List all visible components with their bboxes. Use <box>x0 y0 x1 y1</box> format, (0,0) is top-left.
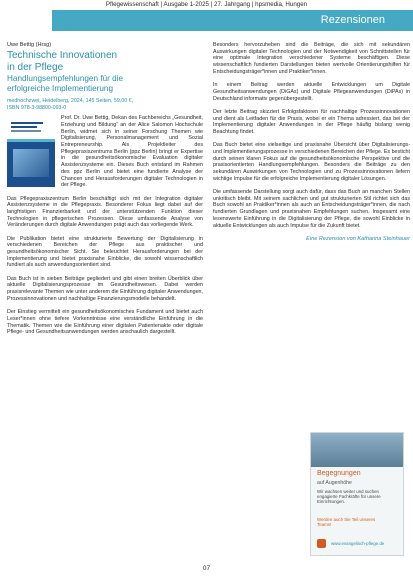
book-subtitle-line: erfolgreiche Implementierung <box>7 84 114 93</box>
reviewer-credit: Eine Rezension von Katharina Steinhauer <box>306 235 410 242</box>
cover-subtitle-mark <box>11 130 41 132</box>
publication-info <box>7 98 203 111</box>
review-paragraph: Das Buch ist in sieben Beiträge gegliedert und gibt einen breiten Überblick über aktuelle Digitalisierungsprozesse im Gesundheitswesen. Dabei werden praxisrelevante Themen wie unter anderem die Einführung digitaler Anwendungen, Prozessinnovationen und nachhaltige Finanzierungsmodelle behandelt. <box>7 275 203 302</box>
page-number: 07 <box>202 565 211 572</box>
review-paragraph: Der letzte Beitrag skizziert Erfolgsfaktoren für nachhaltige Prozessinnovationen und dient als Leitfaden für die Praxis, wobei er ein Thema adressiert, das bei der Implementierung digitaler Anwendungen in der Pflege häufig bislang wenig Beachtung findet. <box>213 108 410 135</box>
ad-title: Begegnungen <box>317 470 361 477</box>
review-paragraph: Das Pflegepraxiszentrum Berlin beschäftigt sich mit der Integration digitaler Assistenzsysteme in die Pflegepraxis. Besonderer Fokus liegt dabei auf der langfristigen Finanzierbarkeit und der unterstützenden Funktion dieser Technologien in pflegerischen Prozessen. Diese umfassende Analyse von Veränderungen durch digitale Anwendungen prägt auch das vorliegende Werk. <box>7 195 203 229</box>
right-column <box>213 42 410 242</box>
book-subtitle <box>7 74 203 94</box>
review-paragraph: Das Buch bietet eine vielseitige und praxisnahe Übersicht über Digitalisierungs- und Implementierungsprozesse in verschiedenen Bereichen der Pflege. Es besticht durch seinen klaren Fokus auf die gesundheitsökonomische Perspektive und die praxisorientierten Handlungsempfehlungen. Besonders die Beiträge zu den sekundären Auswirkungen von Technologien und zu Prozessinnovationen liefern wichtige Impulse für die erfolgreiche Implementierung digitaler Lösungen. <box>213 142 410 182</box>
job-advertisement[interactable] <box>310 432 404 556</box>
ad-call-to-action: Werden auch Sie Teil unseres Teams! <box>317 517 376 528</box>
review-paragraph: Besonders hervorzuheben sind die Beiträge, die sich mit sekundären Auswirkungen digitaler Technologien und der Notwendigkeit von Schnittstellen für eine optimale Integration verschiedener Systeme beschäftigen. Diese wissenschaftlich fundierten Darstellungen bieten wertvolle Orientierungshilfen für Entscheidungsträger*innen und Praktiker*innen. <box>213 42 410 75</box>
ad-subtitle: auf Augenhöhe <box>317 480 352 486</box>
ad-text: Wir wachsen weiter und suchen engagierte Fachkräfte für unsere Einrichtungen. <box>317 489 381 505</box>
isbn-line: ISBN 978-3-98800-093-0 <box>7 104 67 111</box>
ad-website-link[interactable]: www.evangelisch-pflege.de <box>331 541 385 546</box>
journal-header: Pflegewissenschaft | Ausgabe 1-2025 | 27. Jahrgang | hpsmedia, Hungen <box>105 1 308 8</box>
book-subtitle-line: Handlungsempfehlungen für die <box>7 74 124 83</box>
review-author: Uwe Bettig (Hrsg) <box>7 42 52 48</box>
section-rubric: Rezensionen <box>52 10 413 31</box>
cover-photo <box>13 149 49 177</box>
book-title <box>7 50 203 73</box>
review-paragraph: Die umfassende Darstellung sorgt auch dafür, dass das Buch an manchen Stellen unkritisch bleibt. Mit seinem sachlichen und gut strukturierten Stil richtet sich das Buch sowohl an Praktiker*innen als auch an Entscheidungsträger*innen, die nach fundierten Grundlagen und praxisnahen Empfehlungen suchen. Insgesamt eine lesenswerte Einführung in die Digitalisierung der Pflege, die sowohl Einblicke in aktuelle Entwicklungen als auch Impulse für die Zukunft bietet. <box>213 189 410 229</box>
review-paragraph: In einem Beitrag werden aktuelle Entwicklungen um Digitale Gesundheitsanwendungen (DiGAs) und Digitale Pflegeanwendungen (DiPAs) in Deutschland informativ gegenübergestellt. <box>213 82 410 102</box>
ad-photo <box>311 433 403 467</box>
review-paragraph: Prof. Dr. Uwe Bettig, Dekan des Fachbereichs „Gesundheit, Erziehung und Bildung“ an der Alice Salomon Hochschule Berlin, widmet sich in seiner Forschung Themen wie Digitalisierung, Personalmanagement und Sozial Entrepreneurship. Als Projektleiter des Pflegepraxiszentrums Berlin (ppz Berlin) bringt er Expertise in die gesundheitsökonomische Evaluation digitaler Assistenzsysteme ein. Dieses Buch entstand im Rahmen des ppz Berlin und bietet eine fundierte Analyse der Chancen und Herausforderungen digitaler Technologien in der Pflege. <box>61 115 203 189</box>
cover-title-mark <box>11 126 37 128</box>
review-paragraph: Der Einstieg vermittelt ein gesundheitsökonomisches Fundament und bietet auch Leser*innen ohne tiefere Vorkenntnisse eine verständliche Einführung in die Thematik. Themen wie die Einführung einer digitalen Patientenakte oder digitale Pflege- und Gesundheitsanwendungen werden anschaulich dargestellt. <box>7 309 203 336</box>
book-title-line: in der Pflege <box>7 61 64 73</box>
cover-title-mark <box>11 122 43 124</box>
ad-logo-icon <box>317 539 326 548</box>
cover-stripe <box>7 139 55 142</box>
review-paragraph: Die Publikation bietet eine strukturierte Bewertung der Digitalisierung in verschiedenen Bereichen der Pflege aus praktischer und gesundheitsökonomischer Sicht. Sie beleuchtet Herausforderungen bei der Implementierung und bietet praxisnahe Einblicke, die sowohl wissenschaftlich fundiert als auch anwendungsorientiert sind. <box>7 235 203 269</box>
publication-line: medhochzwei, Heidelberg, 2024, 145 Seiten, 59,00 €, <box>7 98 134 104</box>
book-title-line: Technische Innovationen <box>7 50 118 61</box>
left-column <box>7 42 203 343</box>
book-cover-image <box>7 119 55 187</box>
